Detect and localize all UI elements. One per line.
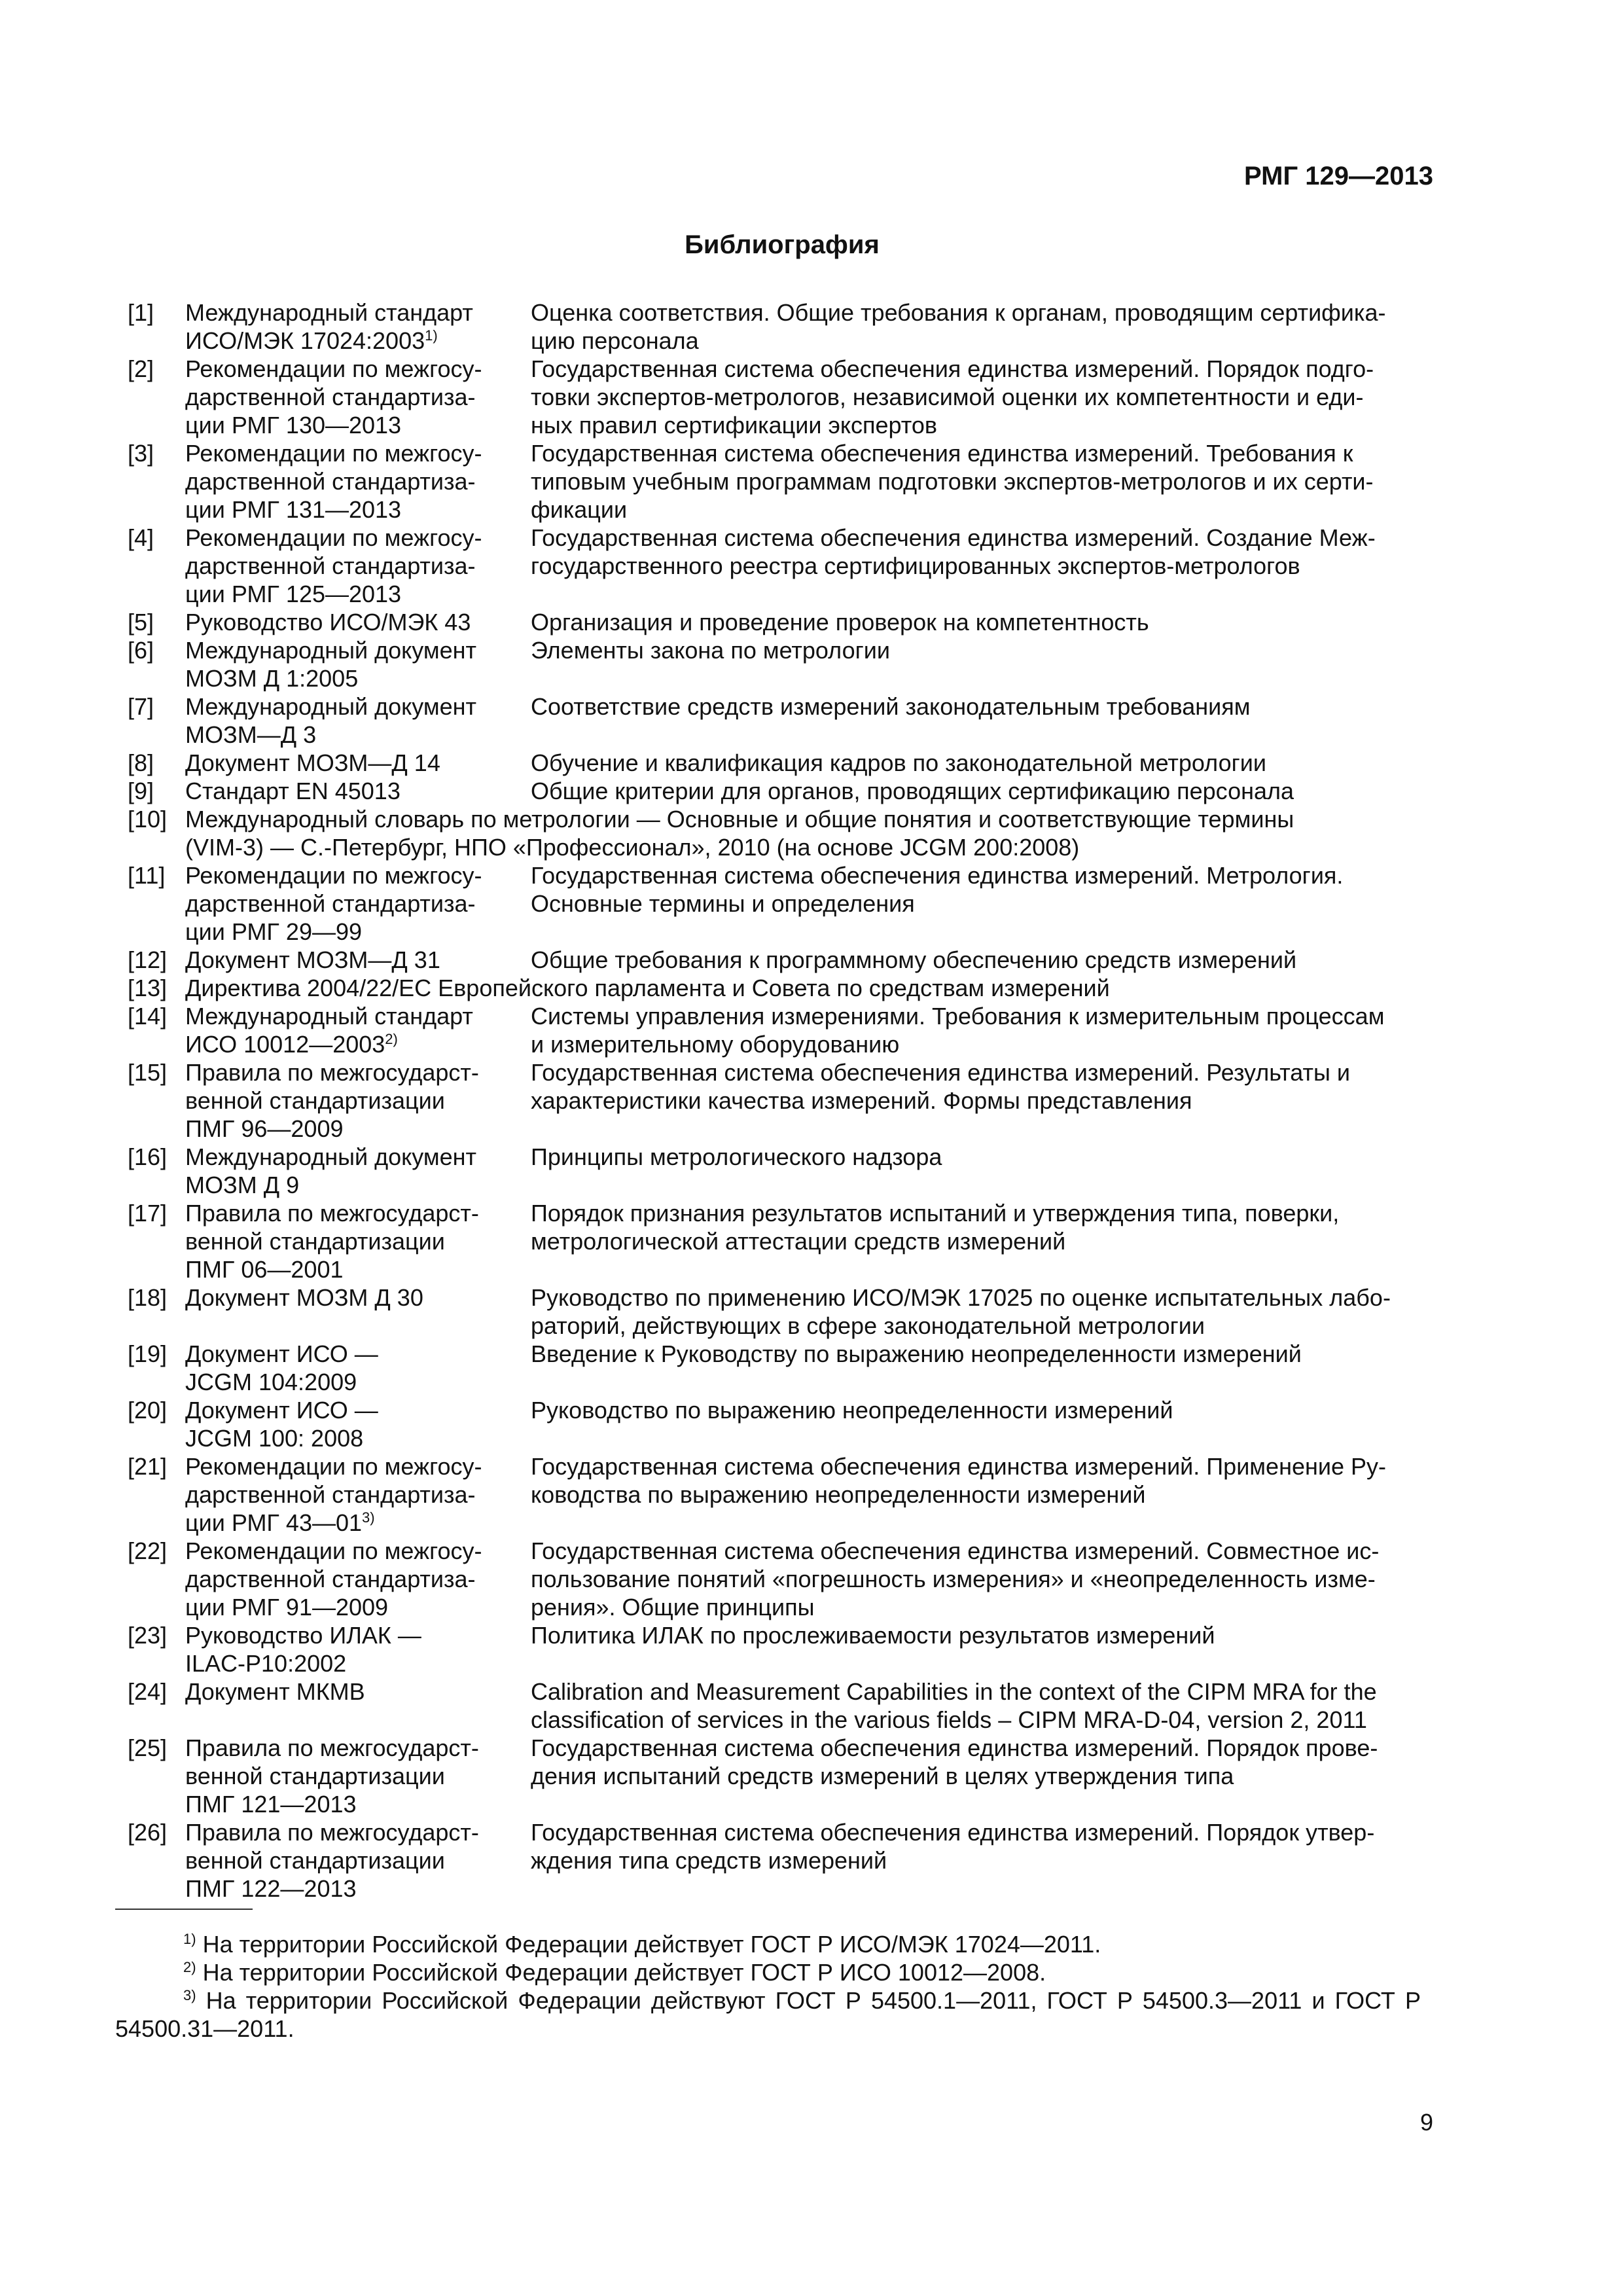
bibliography-entry [128,1677,1433,1734]
entry-number: [20] [128,1397,168,1424]
entry-number: [17] [128,1200,168,1227]
entry-number: [16] [128,1143,168,1170]
footnote-mark: 3) [183,1987,196,2003]
entry-title: Государственная система обеспечения единства измерений. Создание Меж- государственного реестра сертифицированных экспертов-метрологов [531,524,1376,579]
entry-title: Государственная система обеспечения единства измерений. Применение Ру- ководства по выражению неопределенности измерений [531,1453,1386,1508]
entry-number: [10] [128,806,168,833]
entry-source: Международный документ МОЗМ Д 1:2005 [185,637,477,692]
bibliography-entry [128,298,1433,355]
footnote-ref: 1) [425,327,438,344]
entry-title: Обучение и квалификация кадров по законодательной метрологии [531,749,1266,776]
entry-title: Политика ИЛАК по прослеживаемости результатов измерений [531,1622,1215,1649]
entry-number: [21] [128,1453,168,1480]
entry-title: Организация и проведение проверок на компетентность [531,609,1149,636]
entry-title: Государственная система обеспечения единства измерений. Порядок утвер- ждения типа средств измерений [531,1819,1375,1874]
entry-source: Стандарт EN 45013 [185,778,401,804]
footnote-mark: 2) [183,1959,196,1975]
entry-title: Принципы метрологического надзора [531,1143,942,1170]
entry-title: Руководство по выражению неопределенности измерений [531,1397,1173,1424]
entry-number: [22] [128,1537,168,1564]
entry-source: Документ ИСО — JCGM 100: 2008 [185,1397,378,1452]
bibliography-entry [128,1058,1433,1143]
entry-number: [8] [128,749,154,776]
footnote [115,1930,1421,1958]
entry-number: [6] [128,637,154,664]
entry-number: [11] [128,862,166,889]
bibliography-entry [128,1734,1433,1818]
entry-source: Рекомендации по межгосу- дарственной стандартиза- ции РМГ 29—99 [185,862,482,945]
entry-number: [24] [128,1678,168,1705]
bibliography-entry [128,946,1433,974]
entry-number: [5] [128,609,154,636]
entry-source: Документ МОЗМ—Д 14 [185,749,440,776]
bibliography-entry [128,1143,1433,1199]
footnote-divider [115,1909,253,1910]
entry-number: [25] [128,1734,168,1761]
entry-source: Правила по межгосударст- венной стандартизации ПМГ 121—2013 [185,1734,479,1818]
entry-number: [9] [128,778,154,804]
entry-title: Системы управления измерениями. Требования к измерительным процессам и измерительному оборудованию [531,1003,1385,1058]
bibliography-entry [128,805,1433,861]
entry-source: Документ МКМВ [185,1678,365,1705]
entry-number: [26] [128,1819,168,1846]
bibliography-entry [128,777,1433,805]
bibliography-entry [128,749,1433,777]
entry-source: Рекомендации по межгосу- дарственной стандартиза- ции РМГ 91—2009 [185,1537,482,1621]
footnote-ref: 2) [385,1031,398,1047]
footnote-text: На территории Российской Федерации действует ГОСТ Р ИСО 10012—2008. [202,1959,1046,1986]
entry-source: Руководство ИЛАК — ILAC-P10:2002 [185,1622,421,1677]
bibliography-entry [128,1283,1433,1340]
bibliography-entry [128,636,1433,692]
entry-title: Государственная система обеспечения единства измерений. Порядок прове- дения испытаний средств измерений в целях утверждения типа [531,1734,1378,1789]
bibliography-entry [128,1199,1433,1283]
entry-number: [7] [128,693,154,720]
entry-title: Calibration and Measurement Capabilities in the context of the CIPM MRA for the classification of services in the various fields – CIPM MRA-D-04, version 2, 2011 [531,1678,1377,1733]
entry-title: Элементы закона по метрологии [531,637,890,664]
bibliography-list [128,298,1433,1903]
entry-source: Международный стандарт ИСО 10012—2003$^{2)}$ [185,1003,473,1058]
entry-source: Документ МОЗМ Д 30 [185,1284,423,1311]
entry-source: Рекомендации по межгосу- дарственной стандартиза- ции РМГ 125—2013 [185,524,482,607]
entry-number: [4] [128,524,154,551]
entry-title: Введение к Руководству по выражению неопределенности измерений [531,1340,1302,1367]
bibliography-entry [128,1340,1433,1396]
entry-number: [3] [128,440,154,467]
entry-title: Общие критерии для органов, проводящих сертификацию персонала [531,778,1294,804]
entry-source: Международный стандарт ИСО/МЭК 17024:2003$^{1)}$ [185,299,473,354]
entry-number: [1] [128,299,154,326]
entry-title: Общие требования к программному обеспечению средств измерений [531,946,1297,973]
entry-source: Рекомендации по межгосу- дарственной стандартиза- ции РМГ 130—2013 [185,355,482,439]
entry-source: Документ МОЗМ—Д 31 [185,946,440,973]
entry-number: [14] [128,1003,168,1030]
entry-title: Государственная система обеспечения единства измерений. Результаты и характеристики качества измерений. Формы представления [531,1059,1351,1114]
entry-number: [19] [128,1340,168,1367]
bibliography-entry [128,1621,1433,1677]
entry-number: [15] [128,1059,168,1086]
bibliography-entry [128,861,1433,946]
entry-number: [2] [128,355,154,382]
entry-source: Правила по межгосударст- венной стандартизации ПМГ 122—2013 [185,1819,479,1902]
entry-title: Государственная система обеспечения единства измерений. Метрология. Основные термины и определения [531,862,1344,917]
entry-source: Правила по межгосударст- венной стандартизации ПМГ 06—2001 [185,1200,479,1283]
entry-source: Правила по межгосударст- венной стандартизации ПМГ 96—2009 [185,1059,479,1142]
bibliography-entry [128,974,1433,1002]
footnote-text: На территории Российской Федерации действуют ГОСТ Р 54500.1—2011, ГОСТ Р 54500.3—2011 и ГОСТ Р 54500.31—2011. [115,1987,1421,2042]
entry-title: Порядок признания результатов испытаний и утверждения типа, поверки, метрологической аттестации средств измерений [531,1200,1340,1255]
page-number: 9 [1419,2109,1433,2136]
entry-title: Государственная система обеспечения единства измерений. Требования к типовым учебным программам подготовки экспертов-метрологов и их серти- фикации [531,440,1374,523]
entry-source: Руководство ИСО/МЭК 43 [185,609,471,636]
footnote [115,1986,1421,2043]
bibliography-entry [128,1452,1433,1537]
footnote [115,1958,1421,1986]
document-code: РМГ 129—2013 [1244,162,1433,190]
entry-source: Рекомендации по межгосу- дарственной стандартиза- ции РМГ 43—01$^{3)}$ [185,1453,482,1536]
entry-title: Соответствие средств измерений законодательным требованиям [531,693,1251,720]
entry-title: Оценка соответствия. Общие требования к органам, проводящим сертифика- цию персонала [531,299,1386,354]
footnote-mark: 1) [183,1931,196,1947]
bibliography-entry [128,439,1433,524]
bibliography-entry [128,1537,1433,1621]
entry-source: Международный документ МОЗМ Д 9 [185,1143,477,1198]
entry-title: Государственная система обеспечения единства измерений. Порядок подго- товки экспертов-метрологов, независимой оценки их компетентности и еди- ных правил сертификации экспертов [531,355,1374,439]
entry-number: [12] [128,946,168,973]
entry-number: [23] [128,1622,168,1649]
bibliography-entry [128,1002,1433,1058]
entry-source: Документ ИСО — JCGM 104:2009 [185,1340,378,1395]
entry-source: Рекомендации по межгосу- дарственной стандартиза- ции РМГ 131—2013 [185,440,482,523]
bibliography-entry [128,524,1433,608]
entry-full-text: Международный словарь по метрологии — Основные и общие понятия и соответствующие термины (VIM-3) — С.-Петербург, НПО «Профессионал», 2010 (на основе JCGM 200:2008) [185,806,1294,861]
entry-number: [18] [128,1284,168,1311]
entry-full-text: Директива 2004/22/ЕС Европейского парламента и Совета по средствам измерений [185,975,1110,1001]
footnotes [115,1930,1421,2043]
bibliography-entry [128,1818,1433,1903]
entry-title: Руководство по применению ИСО/МЭК 17025 по оценке испытательных лабо- раторий, действующих в сфере законодательной метрологии [531,1284,1391,1339]
page-title: Библиография [685,230,880,259]
entry-title: Государственная система обеспечения единства измерений. Совместное ис- пользование понятий «погрешность измерения» и «неопределенность изме- рения». Общие принципы [531,1537,1380,1621]
footnote-ref: 3) [362,1509,375,1526]
bibliography-entry [128,692,1433,749]
footnote-text: На территории Российской Федерации действует ГОСТ Р ИСО/МЭК 17024—2011. [202,1931,1101,1958]
entry-number: [13] [128,975,168,1001]
bibliography-entry [128,355,1433,439]
bibliography-entry [128,1396,1433,1452]
entry-source: Международный документ МОЗМ—Д 3 [185,693,477,748]
bibliography-entry [128,608,1433,636]
